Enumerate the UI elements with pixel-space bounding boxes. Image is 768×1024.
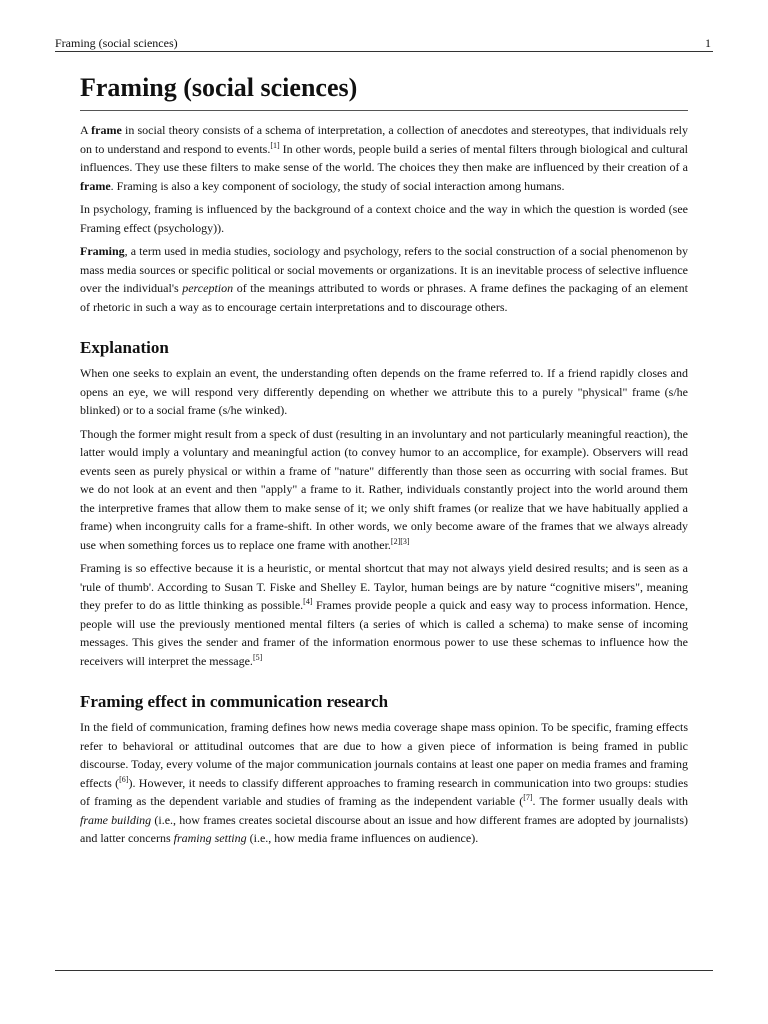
bold-term: frame xyxy=(91,123,122,137)
text-run: in social theory consists of a schema of interpretation, a collection of anecdotes and stereotypes, that individuals rely on to understand and respond to events. xyxy=(80,123,688,156)
text-run: Frames provide people a quick and easy way to process information. Hence, people will use the previously mentioned mental filters (a series of which is called a schema) to make sense of incoming messages. This gives the sender and framer of the information enormous power to use these schemas to influence how the receivers will interpret the message. xyxy=(80,598,688,668)
bold-term: Framing xyxy=(80,244,125,258)
article-body xyxy=(80,72,688,848)
italic-term: perception xyxy=(182,281,234,295)
explanation-paragraph-1: When one seeks to explain an event, the understanding often depends on the frame referred to. If a friend rapidly closes and opens an eye, we will respond very differently depending on whether we attribute this to a purely "physical" frame (s/he blinked) or to a social frame (s/he winked). xyxy=(80,366,688,417)
text-run: (i.e., how frames creates societal discourse about an issue and how different frames are adopted by journalists) and latter concerns xyxy=(80,812,688,845)
section-heading-explanation: Explanation xyxy=(80,338,169,357)
intro-paragraph-2: In psychology, framing is influenced by the background of a context choice and the way in which the question is worded (see Framing effect (psychology)). xyxy=(80,202,688,235)
text-run: . The former usually deals with xyxy=(532,794,688,808)
text-run: of the meanings attributed to words or phrases. A frame defines the packaging of an element of rhetoric in such a way as to encourage certain interpretations and to discourage others. xyxy=(80,281,688,314)
citation-link[interactable]: [4] xyxy=(303,597,313,606)
running-header-title: Framing (social sciences) xyxy=(55,36,178,50)
text-run: Framing is so effective because it is a heuristic, or mental shortcut that may not always yield desired results; and is seen as a 'rule of thumb'. According to Susan T. Fiske and Shelley E. Taylor, human beings are by nature “cognitive misers", meaning they prefer to do as little thinking as possible. xyxy=(80,561,688,612)
text-run: In the field of communication, framing defines how news media coverage shape mass opinion. To be specific, framing effects refer to behavioral or attitudinal outcomes that are due to how a given piece of information is being framed in public discourse. Today, every volume of the major communication journals contains at least one paper on media frames and framing effects ( xyxy=(80,720,688,790)
intro-paragraph-1 xyxy=(80,121,688,195)
citation-link[interactable]: [1] xyxy=(270,140,280,150)
running-header xyxy=(55,34,713,52)
italic-term: framing setting xyxy=(173,831,247,845)
italic-term: frame building xyxy=(80,812,152,827)
citation-link[interactable]: [6] xyxy=(119,774,129,784)
explanation-paragraph-2 xyxy=(80,425,688,555)
page-number: 1 xyxy=(705,36,711,50)
citation-link[interactable]: [2][3] xyxy=(390,536,410,546)
text-run: A xyxy=(80,123,92,137)
footer-rule xyxy=(55,970,713,971)
page-title: Framing (social sciences) xyxy=(80,72,688,111)
citation-link[interactable]: [5] xyxy=(252,652,263,662)
communication-research-paragraph xyxy=(80,718,688,848)
text-run: , a term used in media studies, sociology and psychology, refers to the social construction of a social phenomenon by mass media sources or specific political or social movements or organizations. It is an inevitable process of selective influence over the individual's xyxy=(80,244,688,295)
bold-term: frame xyxy=(80,178,111,193)
text-run: . Framing is also a key component of sociology, the study of social interaction among humans. xyxy=(110,178,565,193)
section-heading-communication-research: Framing effect in communication research xyxy=(80,692,389,711)
citation-link[interactable]: [7] xyxy=(523,793,533,802)
text-run: In other words, people build a series of mental filters through biological and cultural influences. They use these filters to make sense of the world. The choices they then make are influenced by their creation of a xyxy=(80,141,688,174)
explanation-paragraph-3 xyxy=(80,559,688,670)
text-run: (i.e., how media frame influences on audience). xyxy=(246,831,479,845)
intro-paragraph-3 xyxy=(80,242,688,316)
text-run: ). However, it needs to classify different approaches to framing research in communication into two groups: studies of framing as the dependent variable and studies of framing as the independent variable ( xyxy=(80,775,688,808)
text-run: Though the former might result from a speck of dust (resulting in an involuntary and not particularly meaningful reaction), the latter would imply a voluntary and meaningful action (to convey humor to an accomplice, for example). Observers will read events seen as purely physical or within a frame of "nature" differently than those seen as occurring with social frames. But we do not look at an event and then "apply" a frame to it. Rather, individuals constantly project into the world around them the interpretive frames that allow them to make sense of it; we only shift frames (or realize that we have habitually applied a frame) when incongruity calls for a frame-shift. In other words, we only become aware of the frames that we always already use when something forces us to replace one frame with another. xyxy=(80,426,688,552)
